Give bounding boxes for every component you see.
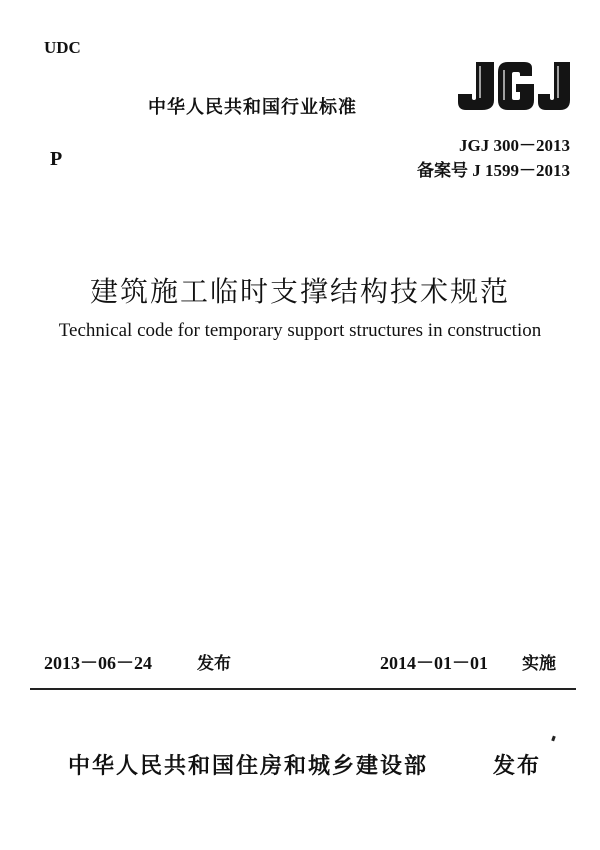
implement-date: 2014－01－01 xyxy=(380,653,488,673)
category-label: P xyxy=(50,148,63,170)
release-label: 发布 xyxy=(197,654,231,674)
divider xyxy=(30,688,576,690)
issue-label: 发布 xyxy=(493,754,542,779)
scan-speck xyxy=(551,736,556,742)
title-chinese: 建筑施工临时支撑结构技术规范 xyxy=(89,275,510,308)
jgj-logo xyxy=(456,58,572,114)
implement-label: 实施 xyxy=(522,654,556,674)
issuer: 中华人民共和国住房和城乡建设部 xyxy=(68,754,429,779)
title-english: Technical code for temporary support structures in construction xyxy=(58,320,542,341)
standard-number: JGJ 300－2013 xyxy=(459,136,570,155)
standard-class: 中华人民共和国行业标准 xyxy=(148,97,357,118)
record-number: 备案号 J 1599－2013 xyxy=(417,161,570,180)
jgj-logo-letters xyxy=(458,62,570,110)
release-date: 2013－06－24 xyxy=(44,653,152,673)
udc-label: UDC xyxy=(44,38,81,57)
